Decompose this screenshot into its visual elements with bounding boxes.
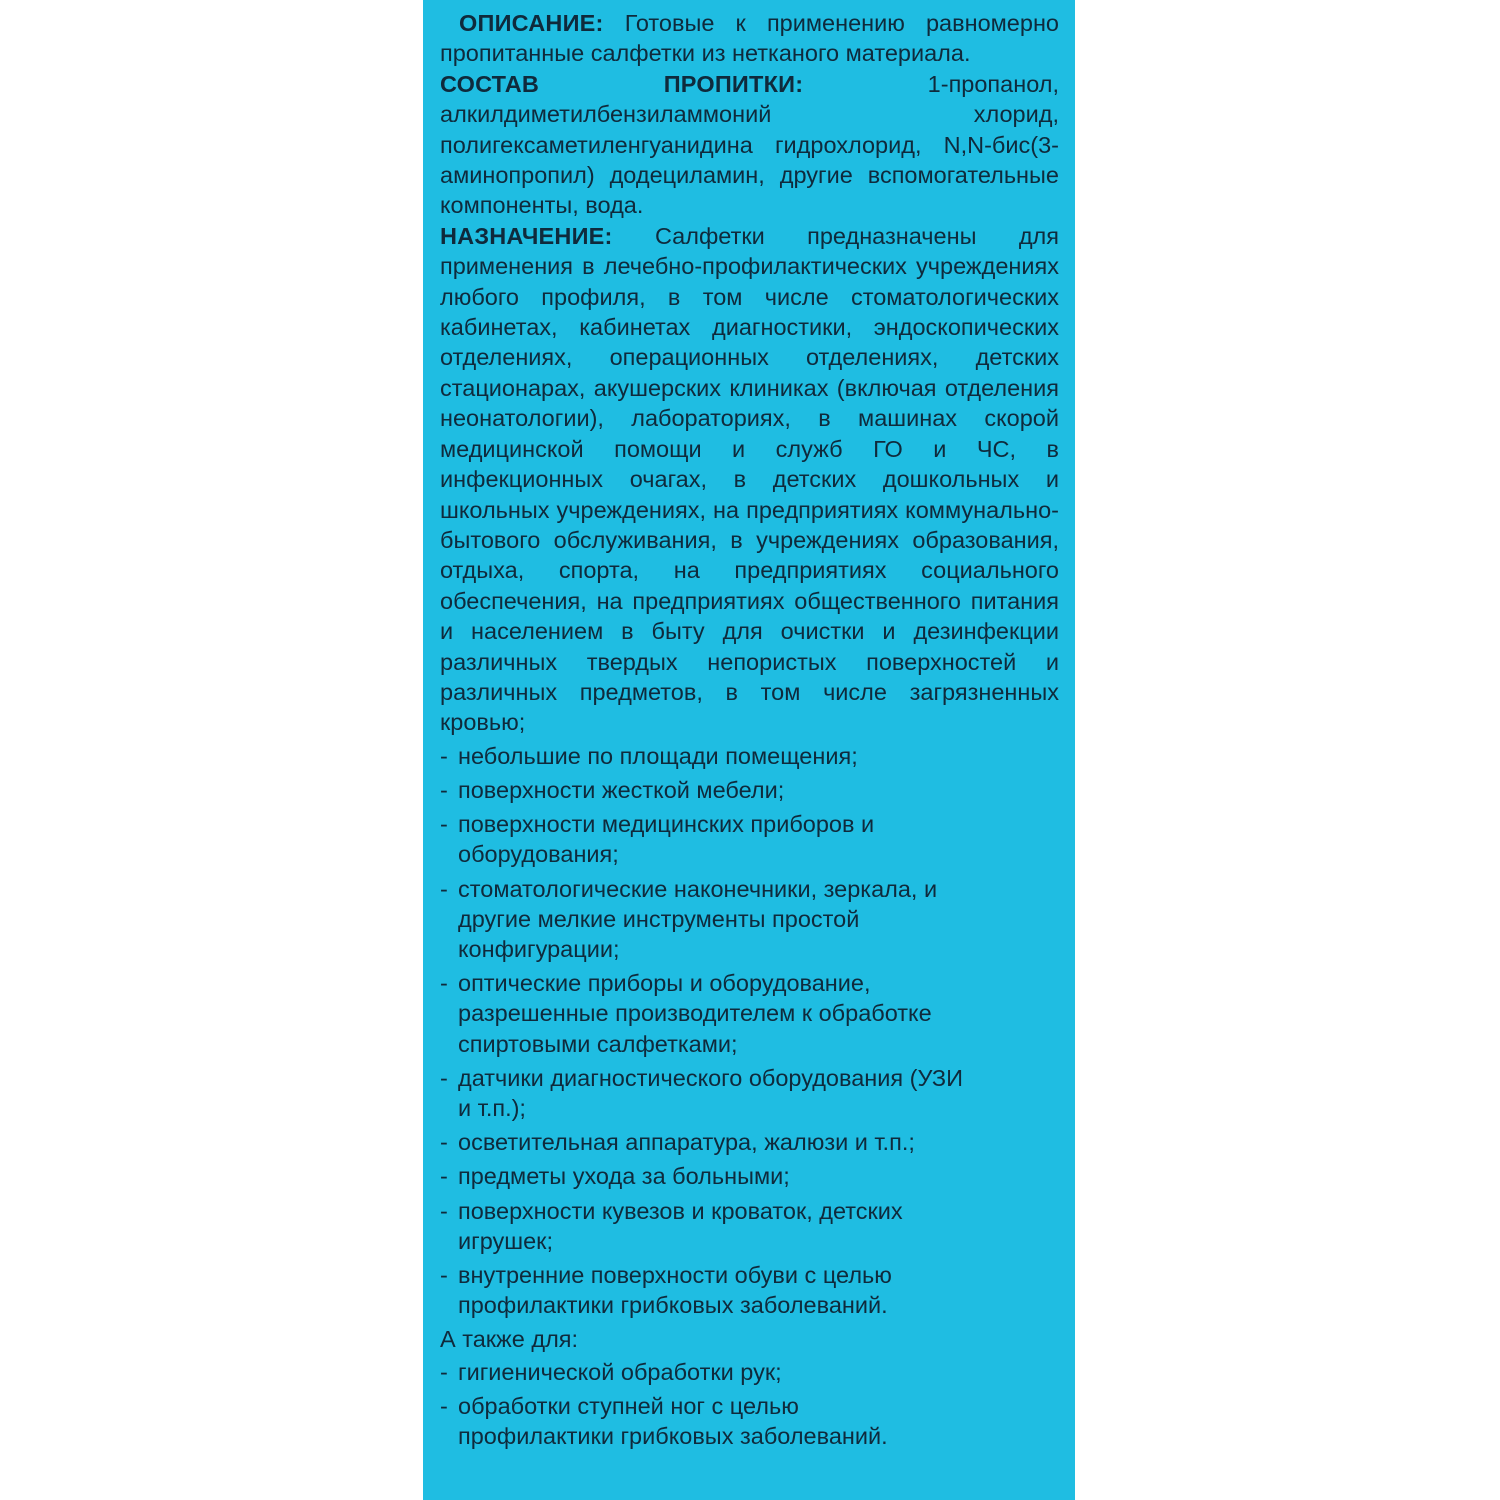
list-item: - предметы ухода за больными; <box>440 1161 1059 1191</box>
list-item: - внутренние поверхности обуви с целью профилактики грибковых заболеваний. <box>440 1262 892 1319</box>
list-item: - оптические приборы и оборудование, разрешенные производителем к обработке спиртовыми салфетками; <box>440 970 932 1057</box>
bullet-dash: - <box>440 1393 448 1420</box>
purpose-list <box>440 741 1059 1321</box>
description-paragraph <box>440 8 1059 69</box>
bullet-dash: - <box>440 970 448 997</box>
purpose-text: Салфетки предназначены для применения в лечебно-профилактических учреждениях любого профиля, в том числе стоматологических кабинетах, кабинетах диагностики, эндоскопических отделениях, операционных отделениях, детских стационарах, акушерских клиниках (включая отделения неонатологии), лабораториях, в машинах скорой медицинской помощи и служб ГО и ЧС, в инфекционных очагах, в детских дошкольных и школьных учреждениях, на предприятиях коммунально-бытового обслуживания, в учреждениях образования, отдыха, спорта, на предприятиях социального обеспечения, на предприятиях общественного питания и населением в быту для очистки и дезинфекции различных твердых непористых поверхностей и различных предметов, в том числе загрязненных кровью; <box>440 222 1059 736</box>
bullet-dash: - <box>440 811 448 838</box>
list-item: - осветительная аппаратура, жалюзи и т.п.; <box>440 1127 1059 1157</box>
purpose-paragraph <box>440 221 1059 738</box>
purpose-heading: НАЗНАЧЕНИЕ: <box>440 222 613 249</box>
bullet-dash: - <box>440 1129 448 1156</box>
list-item: - датчики диагностического оборудования (УЗИ и т.п.); <box>440 1064 963 1121</box>
list-item: - небольшие по площади помещения; <box>440 741 1059 771</box>
description-heading: ОПИСАНИЕ: <box>459 10 604 36</box>
bullet-dash: - <box>440 1163 448 1190</box>
list-item: - гигиенической обработки рук; <box>440 1357 1059 1387</box>
list-item: - стоматологические наконечники, зеркала, и другие мелкие инструменты простой конфигурации; <box>440 875 938 962</box>
list-item: - поверхности кувезов и кроваток, детских игрушек; <box>440 1197 903 1254</box>
product-label-panel <box>423 0 1075 1500</box>
bullet-dash: - <box>440 1197 448 1224</box>
description-text: Готовые к применению равномерно пропитанные салфетки из нетканого материала. <box>440 10 1059 67</box>
composition-paragraph <box>440 69 1059 221</box>
list-item: - поверхности жесткой мебели; <box>440 775 1059 805</box>
composition-heading: СОСТАВ ПРОПИТКИ: <box>440 70 804 97</box>
bullet-dash: - <box>440 1262 448 1288</box>
list-item: - поверхности медицинских приборов и оборудования; <box>440 811 875 868</box>
bullet-dash: - <box>440 1358 448 1385</box>
bullet-dash: - <box>440 1064 448 1091</box>
also-list <box>440 1357 1059 1452</box>
bullet-dash: - <box>440 875 448 902</box>
bullet-dash: - <box>440 742 448 769</box>
bullet-dash: - <box>440 776 448 803</box>
list-item: - обработки ступней ног с целью профилактики грибковых заболеваний. <box>440 1393 888 1450</box>
composition-text: 1-пропанол, алкилдиметилбензиламмоний хлорид, полигексаметиленгуанидина гидрохлорид, N,N-бис(3-аминопропил) додециламин, другие вспомогательные компоненты, вода. <box>440 70 1059 219</box>
also-heading: А также для: <box>440 1326 579 1353</box>
